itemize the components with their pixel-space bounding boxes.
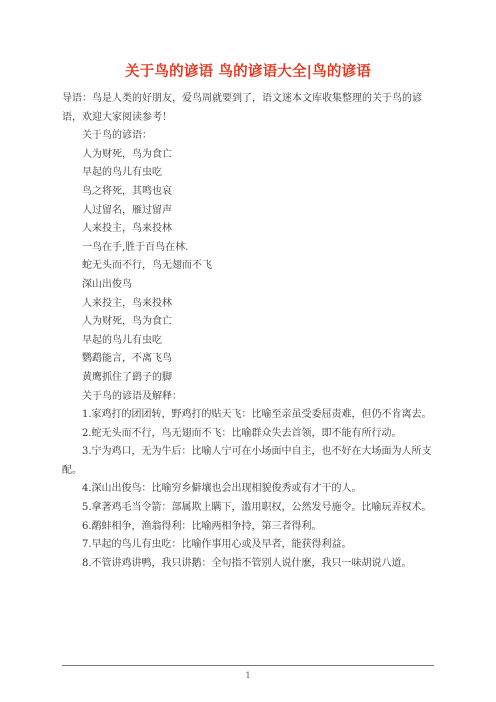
- explanation-item: 7.早起的鸟儿有虫吃：比喻作事用心或及早者，能获得利益。: [82, 539, 352, 551]
- section-heading: 关于鸟的谚语：: [82, 130, 152, 142]
- explanation-item: 2.蛇无头而不行，鸟无翅而不飞：比喻群众失去首领，即不能有所行动。: [82, 427, 402, 439]
- section-heading: 关于鸟的谚语及解释：: [82, 390, 182, 402]
- proverb-line: 深山出俊鸟: [82, 278, 132, 290]
- explanation-item: 6.鹬蚌相争，渔翁得利：比喻两相争持，第三者得利。: [82, 520, 322, 532]
- explanation-item: 8.不管讲鸡讲鸭，我只讲鹅：全句指不管别人说什麽，我只一味胡说八道。: [82, 557, 412, 569]
- explanation-item: 1.家鸡打的团团转，野鸡打的贴天飞：比喻至亲虽受委屈责难，但仍不肯离去。: [82, 409, 432, 421]
- explanation-item: 3.宁为鸡口，无为牛后：比喻人宁可在小场面中自主，也不好在大场面为人所支配。: [62, 446, 432, 476]
- proverb-line: 蛇无头而不行，鸟无翅而不飞: [82, 260, 212, 272]
- proverb-line: 早起的鸟儿有虫吃: [82, 334, 162, 346]
- explanation-item: 4.深山出俊鸟：比喻穷乡僻壤也会出现相貌俊秀或有才干的人。: [82, 483, 362, 495]
- explanation-item: 5.拿著鸡毛当令箭：部属欺上瞒下，滥用职权，公然发号施令。比喻玩弄权术。: [82, 502, 432, 514]
- proverb-line: 人为财死，鸟为食亡: [82, 316, 172, 328]
- proverb-line: 鹦鹉能言，不离飞鸟: [82, 353, 172, 365]
- intro-paragraph: 导语：鸟是人类的好朋友，爱鸟周就要到了，语文迷本文库收集整理的关于鸟的谚语，欢迎大家阅读参考！: [62, 93, 422, 123]
- proverb-line: 早起的鸟儿有虫吃: [82, 167, 162, 179]
- proverb-line: 人过留名，雁过留声: [82, 204, 172, 216]
- proverb-line: 人来投主，鸟来投林: [82, 223, 172, 235]
- document-body: [62, 90, 434, 573]
- page-number: 1: [245, 671, 251, 680]
- document-title: 关于鸟的谚语 鸟的谚语大全|鸟的谚语: [125, 64, 371, 80]
- proverb-line: 黄鹰抓住了鹞子的脚: [82, 371, 172, 383]
- footer-divider: [62, 665, 434, 666]
- proverb-line: 人来投主，鸟来投林: [82, 297, 172, 309]
- proverb-line: 人为财死，鸟为食亡: [82, 148, 172, 160]
- proverb-line: 鸟之将死，其鸣也哀: [82, 185, 172, 197]
- proverb-line: 一鸟在手,胜于百鸟在林.: [82, 241, 189, 253]
